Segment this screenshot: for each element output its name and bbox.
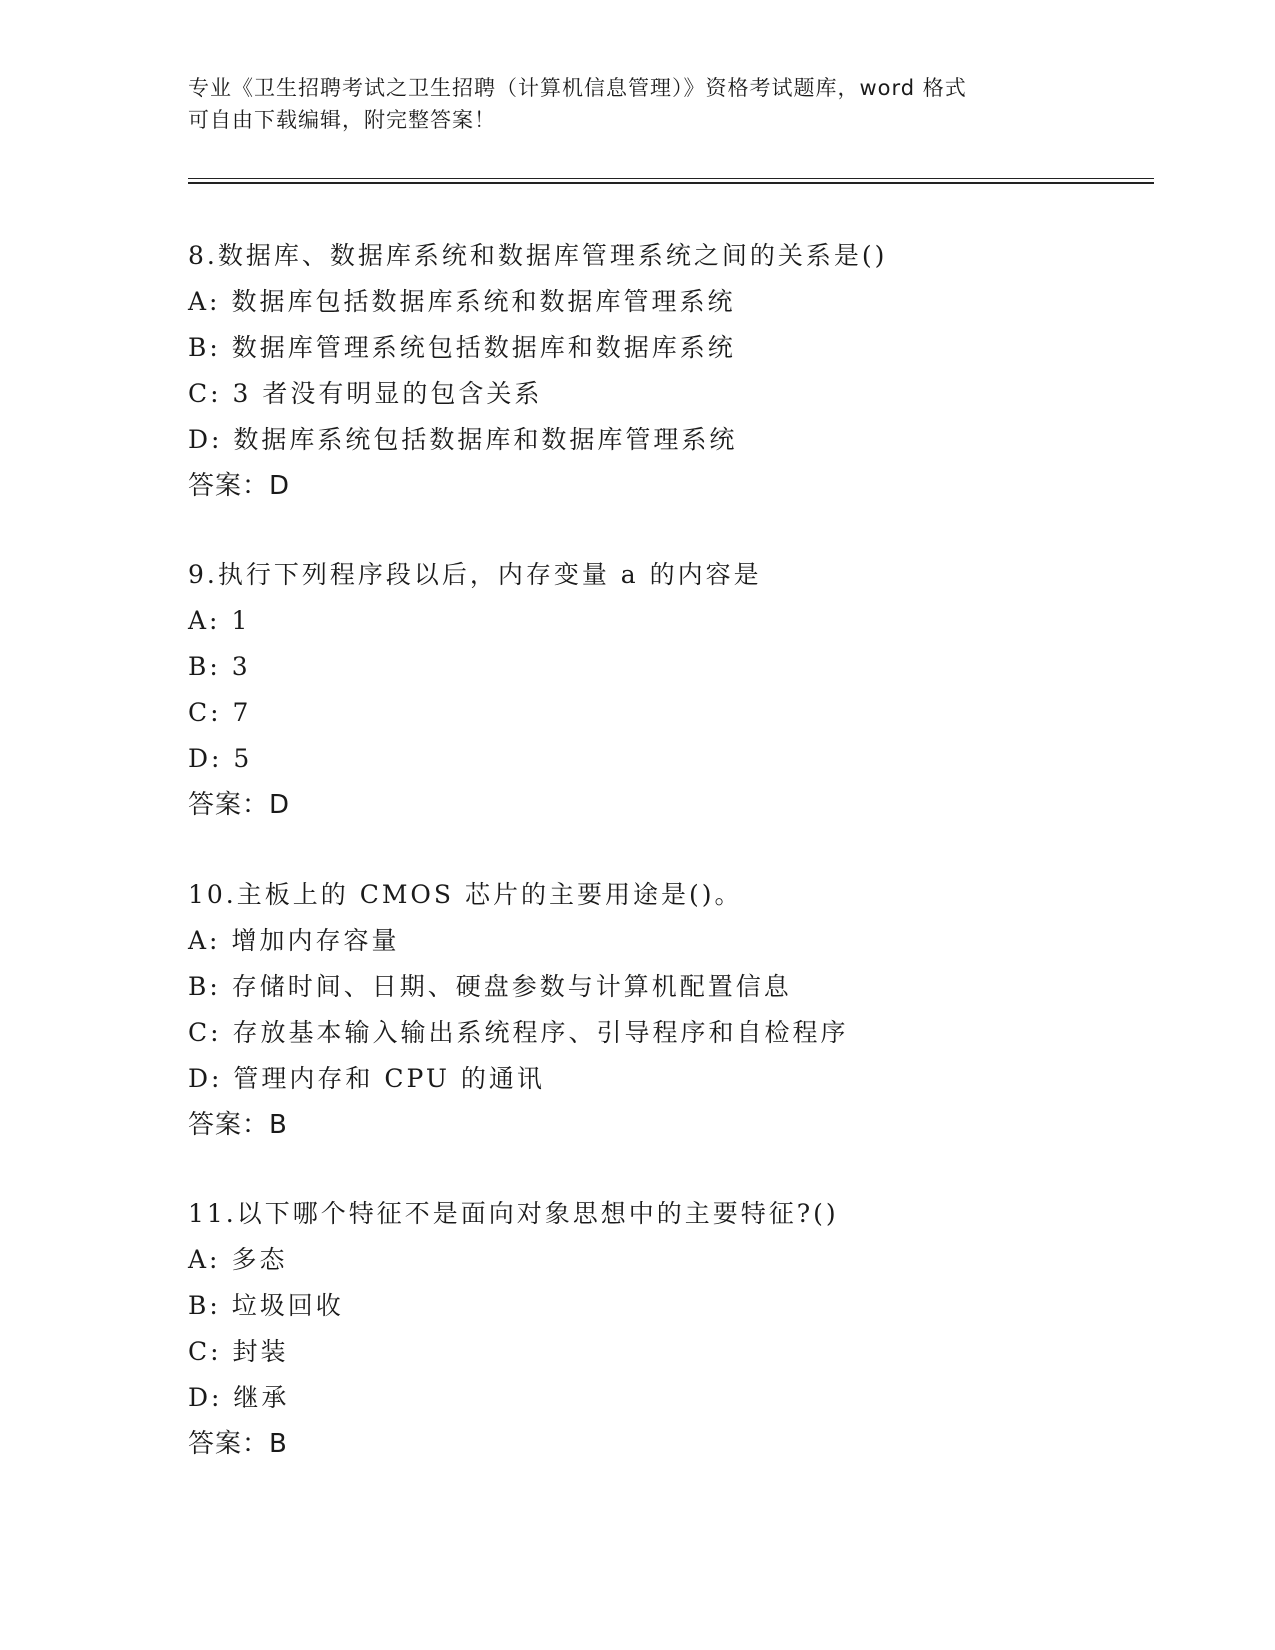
option-label: A:	[188, 926, 221, 955]
question-block	[188, 552, 1188, 828]
option-c	[188, 371, 1188, 417]
question-stem: 11.以下哪个特征不是面向对象思想中的主要特征?()	[188, 1199, 839, 1228]
option-label: A:	[188, 1245, 221, 1274]
option-text: 增加内存容量	[231, 926, 400, 955]
question-block	[188, 1191, 1188, 1467]
option-label: C:	[188, 698, 222, 727]
option-label: D:	[188, 1064, 223, 1093]
option-label: A:	[188, 606, 221, 635]
answer-line: 答案：B	[188, 1429, 288, 1459]
option-text: 数据库管理系统包括数据库和数据库系统	[231, 333, 736, 362]
option-text: 封装	[232, 1337, 289, 1366]
option-label: C:	[188, 1018, 222, 1047]
option-text: 7	[232, 698, 252, 727]
answer-line: 答案：B	[188, 1110, 288, 1140]
option-d	[188, 1056, 1188, 1102]
option-text: 数据库系统包括数据库和数据库管理系统	[233, 425, 738, 454]
option-text: 1	[231, 606, 251, 635]
question-stem: 8.数据库、数据库系统和数据库管理系统之间的关系是()	[188, 241, 888, 270]
header-line-2: 可自由下载编辑，附完整答案！	[188, 108, 496, 132]
option-b	[188, 964, 1188, 1010]
option-a	[188, 279, 1188, 325]
option-a	[188, 1237, 1188, 1283]
header-divider-thin	[188, 178, 1154, 179]
header-divider-thick	[188, 182, 1154, 184]
option-label: C:	[188, 379, 222, 408]
option-label: D:	[188, 425, 223, 454]
option-c	[188, 690, 1188, 736]
option-d	[188, 417, 1188, 463]
option-b	[188, 325, 1188, 371]
option-text: 数据库包括数据库系统和数据库管理系统	[231, 287, 736, 316]
option-text: 3 者没有明显的包含关系	[232, 379, 543, 408]
option-text: 5	[233, 744, 253, 773]
question-stem: 9.执行下列程序段以后，内存变量 a 的内容是	[188, 560, 762, 589]
option-a	[188, 918, 1188, 964]
option-b	[188, 644, 1188, 690]
option-text: 存储时间、日期、硬盘参数与计算机配置信息	[231, 972, 792, 1001]
option-label: B:	[188, 972, 221, 1001]
header-line-1: 专业《卫生招聘考试之卫生招聘（计算机信息管理）》资格考试题库，word 格式	[188, 76, 967, 100]
option-label: D:	[188, 1383, 223, 1412]
option-d	[188, 1375, 1188, 1421]
option-c	[188, 1329, 1188, 1375]
option-label: B:	[188, 1291, 221, 1320]
option-b	[188, 1283, 1188, 1329]
answer-line: 答案：D	[188, 471, 291, 501]
option-text: 继承	[233, 1383, 290, 1412]
option-text: 垃圾回收	[231, 1291, 344, 1320]
option-a	[188, 598, 1188, 644]
question-stem: 10.主板上的 CMOS 芯片的主要用途是()。	[188, 880, 743, 909]
document-header	[188, 72, 1088, 136]
option-label: A:	[188, 287, 221, 316]
answer-line: 答案：D	[188, 790, 291, 820]
option-label: B:	[188, 652, 221, 681]
option-text: 3	[231, 652, 251, 681]
option-text: 管理内存和 CPU 的通讯	[233, 1064, 545, 1093]
option-d	[188, 736, 1188, 782]
option-text: 多态	[231, 1245, 288, 1274]
option-c	[188, 1010, 1188, 1056]
option-label: D:	[188, 744, 223, 773]
option-text: 存放基本输入输出系统程序、引导程序和自检程序	[232, 1018, 849, 1047]
question-block	[188, 872, 1188, 1148]
question-block	[188, 233, 1188, 509]
option-label: B:	[188, 333, 221, 362]
option-label: C:	[188, 1337, 222, 1366]
